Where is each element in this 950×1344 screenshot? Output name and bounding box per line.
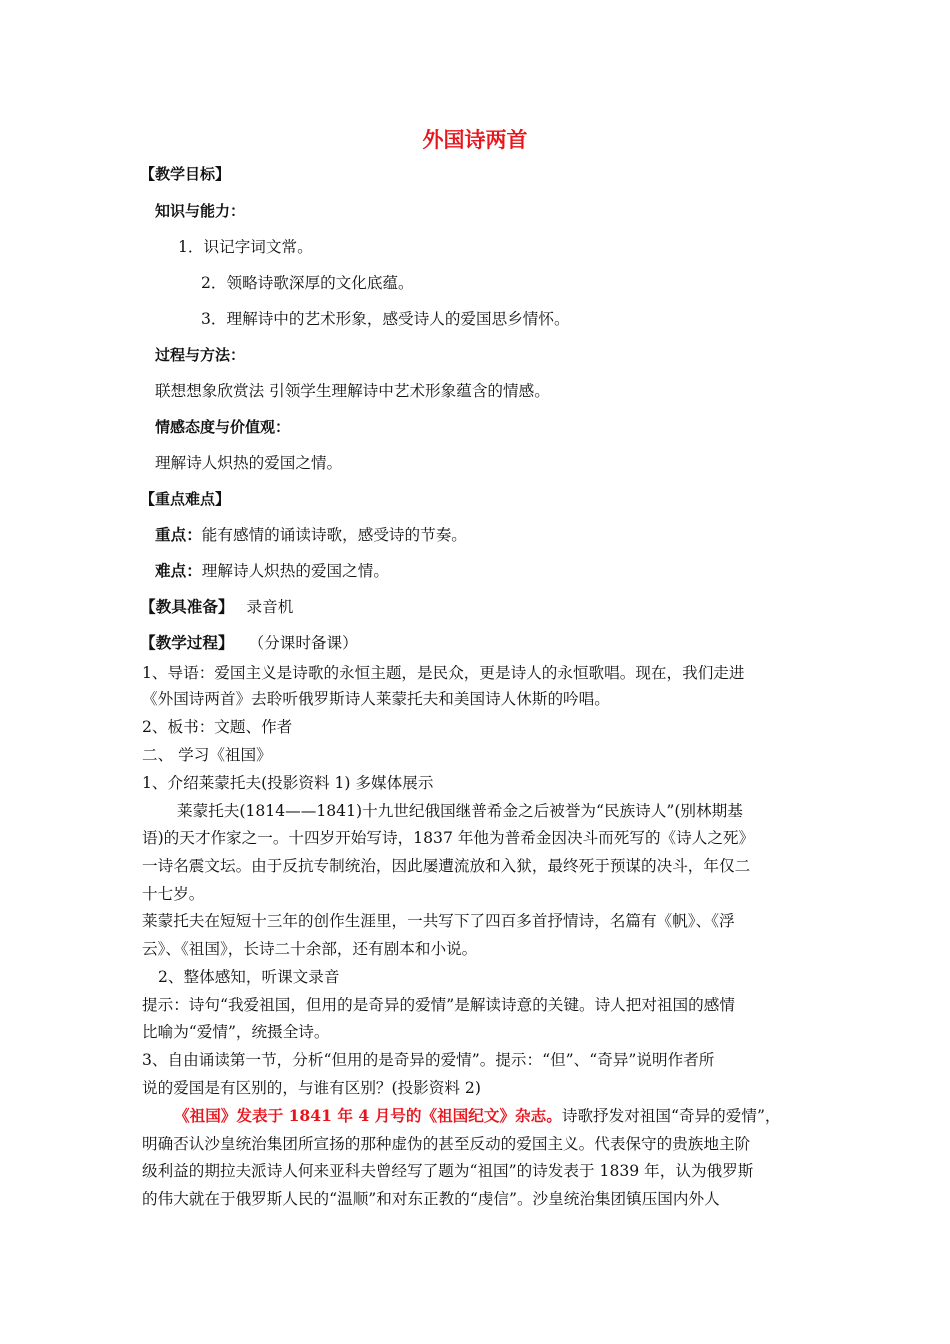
process-method-heading: 过程与方法： — [155, 346, 246, 364]
key-points-heading: 【重点难点】 — [140, 490, 231, 508]
objective-item: 3．理解诗中的艺术形象，感受诗人的爱国思乡情怀。 — [201, 310, 570, 328]
para-line: 级利益的期拉夫派诗人何来亚科夫曾经写了题为“祖国”的诗发表于 1839 年，认为俄罗斯 — [142, 1162, 754, 1180]
process-line: 十七岁。 — [142, 885, 205, 903]
difficulty-text: 理解诗人炽热的爱国之情。 — [201, 562, 389, 580]
document-title: 外国诗两首 — [422, 127, 528, 152]
key-point-row — [155, 524, 467, 546]
key-label: 重点： — [155, 525, 202, 544]
key-text: 能有感情的诵读诗歌，感受诗的节奏。 — [201, 526, 467, 544]
objectives-heading: 【教学目标】 — [140, 165, 231, 183]
highlight-text: 《祖国》发表于 1841 年 4 月号的《祖国纪文》杂志。 — [174, 1106, 562, 1125]
tools-heading: 【教具准备】 — [140, 597, 234, 616]
process-line: 比喻为“爱情”，统摄全诗。 — [142, 1023, 330, 1041]
tools-row — [140, 596, 293, 618]
process-heading: 【教学过程】 — [140, 633, 234, 652]
process-line: 莱蒙托夫在短短十三年的创作生涯里，一共写下了四百多首抒情诗，名篇有《帆》、《浮 — [142, 912, 735, 930]
emotion-text: 理解诗人炽热的爱国之情。 — [155, 454, 343, 472]
process-line: 《外国诗两首》去聆听俄罗斯诗人莱蒙托夫和美国诗人休斯的吟唱。 — [142, 690, 610, 708]
process-line: 2、整体感知，听课文录音 — [158, 968, 340, 986]
process-line: 提示：诗句“我爱祖国，但用的是奇异的爱情”是解读诗意的关键。诗人把对祖国的感情 — [142, 996, 735, 1014]
process-line: 莱蒙托夫(1814——1841)十九世纪俄国继普希金之后被誉为“民族诗人”(别林期基 — [177, 802, 743, 820]
process-note: （分课时备课） — [248, 634, 358, 652]
process-line: 二、 学习《祖国》 — [142, 746, 272, 764]
para-line: 的伟大就在于俄罗斯人民的“温顺”和对东正教的“虔信”。沙皇统治集团镇压国内外人 — [142, 1190, 720, 1208]
tools-text: 录音机 — [246, 598, 294, 616]
process-line: 语)的天才作家之一。十四岁开始写诗，1837 年他为普希金因决斗而死写的《诗人之死》 — [142, 829, 755, 847]
difficulty-label: 难点： — [155, 561, 202, 580]
process-method-text: 联想想象欣赏法 引领学生理解诗中艺术形象蕴含的情感。 — [155, 382, 550, 400]
para-line: 明确否认沙皇统治集团所宣扬的那种虚伪的甚至反动的爱国主义。代表保守的贵族地主阶 — [142, 1135, 751, 1153]
process-line: 1、导语：爱国主义是诗歌的永恒主题，是民众，更是诗人的永恒歌唱。现在，我们走进 — [142, 664, 745, 682]
process-line: 3、自由诵读第一节，分析“但用的是奇异的爱情”。提示：“但”、“奇异”说明作者所 — [142, 1051, 715, 1069]
process-line: 云》、《祖国》，长诗二十余部，还有剧本和小说。 — [142, 940, 478, 958]
knowledge-heading: 知识与能力： — [155, 202, 246, 220]
process-line: 一诗名震文坛。由于反抗专制统治，因此屡遭流放和入狱，最终死于预谋的决斗，年仅二 — [142, 857, 751, 875]
difficulty-row — [155, 560, 389, 582]
process-line: 说的爱国是有区别的，与谁有区别？(投影资料 2) — [142, 1079, 481, 1097]
emotion-heading: 情感态度与价值观： — [155, 418, 291, 436]
process-line: 2、板书：文题、作者 — [142, 718, 293, 736]
objective-item: 1．识记字词文常。 — [178, 238, 313, 256]
para-line: 诗歌抒发对祖国“奇异的爱情”， — [561, 1107, 781, 1125]
process-row — [140, 632, 358, 654]
process-line: 1、介绍莱蒙托夫(投影资料 1) 多媒体展示 — [142, 774, 434, 792]
objective-item: 2．领略诗歌深厚的文化底蕴。 — [201, 274, 414, 292]
highlight-row — [174, 1105, 781, 1127]
